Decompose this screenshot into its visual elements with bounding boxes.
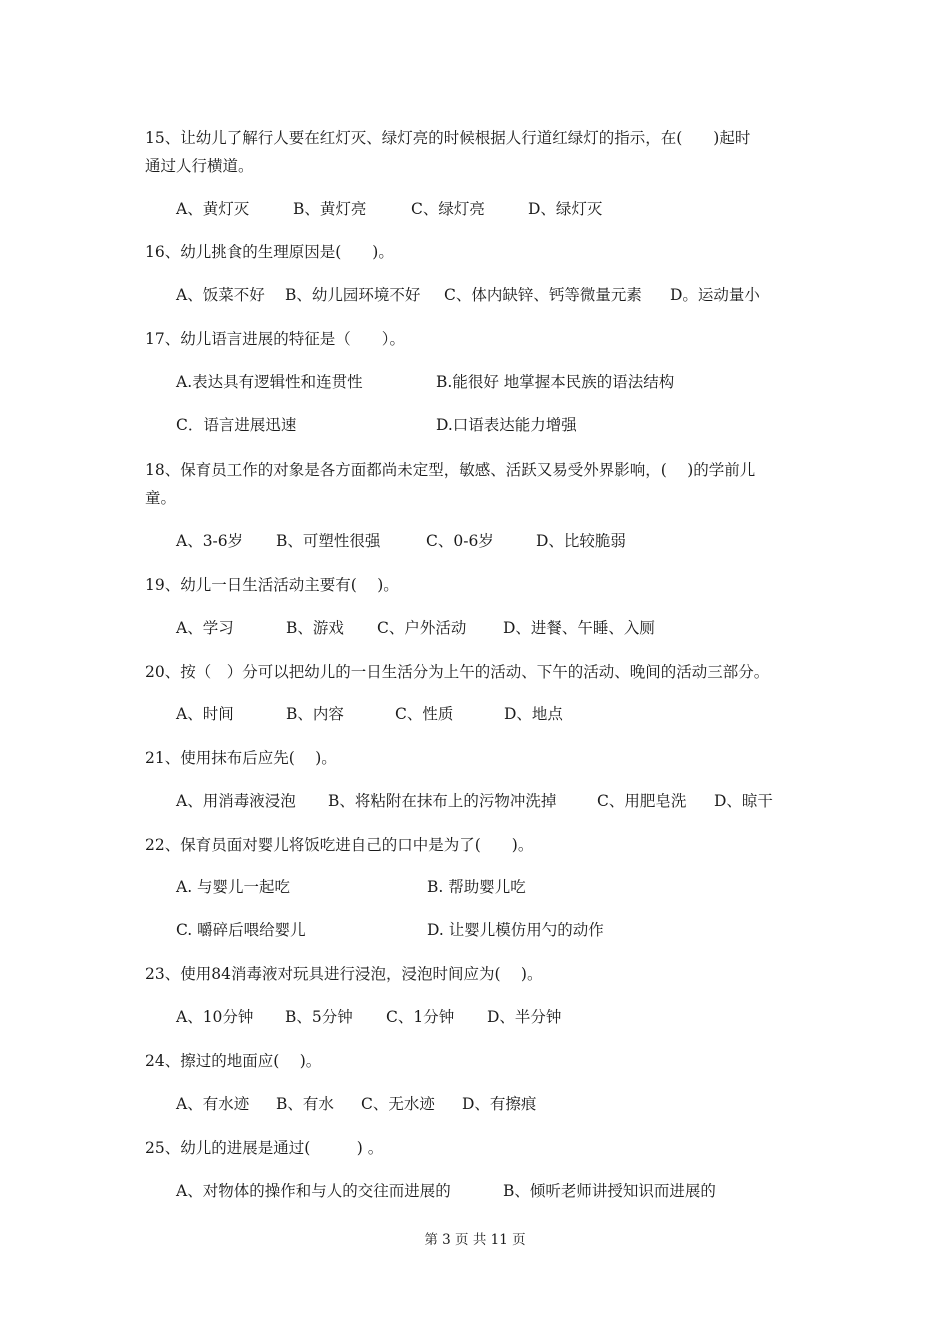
option-d: D、半分钟 (487, 1008, 562, 1026)
option-a: A、10分钟 (176, 1008, 254, 1026)
question-22-options-row1 (176, 875, 526, 899)
option-d: D、地点 (504, 705, 563, 723)
question-23-stem: 23、使用84消毒液对玩具进行浸泡，浸泡时间应为( )。 (145, 965, 543, 983)
option-a: A、3-6岁 (176, 532, 244, 550)
question-20-options (176, 702, 563, 726)
option-c: C、户外活动 (377, 619, 467, 637)
question-20 (145, 658, 815, 686)
option-a: A. 与婴儿一起吃 (176, 878, 291, 896)
option-a: A、学习 (176, 619, 234, 637)
option-c: C. 嚼碎后喂给婴儿 (176, 921, 306, 939)
option-a: A、黄灯灭 (176, 200, 250, 218)
question-23-options (176, 1005, 561, 1029)
option-d: D、有擦痕 (462, 1095, 537, 1113)
option-d: D. 让婴儿模仿用勺的动作 (427, 921, 604, 939)
question-18-stem-line1: 18、保育员工作的对象是各方面都尚未定型，敏感、活跃又易受外界影响，( )的学前儿 (145, 461, 756, 479)
option-c: C、性质 (395, 705, 454, 723)
option-b: B、可塑性很强 (276, 532, 381, 550)
question-16-stem: 16、幼儿挑食的生理原因是( )。 (145, 243, 394, 261)
question-22-options-row2 (176, 918, 604, 942)
question-25 (145, 1134, 815, 1162)
option-a: A、用消毒液浸泡 (176, 792, 296, 810)
option-b: B、游戏 (286, 619, 344, 637)
question-17-options-row2 (176, 413, 577, 437)
option-c: C、体内缺锌、钙等微量元素 (444, 286, 642, 304)
option-c: C、0-6岁 (426, 532, 494, 550)
option-d: D、比较脆弱 (536, 532, 626, 550)
option-b: B、黄灯亮 (293, 200, 367, 218)
question-18 (145, 456, 815, 512)
question-17-options-row1 (176, 370, 674, 394)
question-15-stem-line2: 通过人行横道。 (145, 157, 254, 175)
option-a: A、饭菜不好 (176, 286, 265, 304)
question-20-stem: 20、按（ ）分可以把幼儿的一日生活分为上午的活动、下午的活动、晚间的活动三部分。 (145, 663, 770, 681)
question-22-stem: 22、保育员面对婴儿将饭吃进自己的口中是为了( )。 (145, 836, 534, 854)
option-b: B、内容 (286, 705, 344, 723)
option-b: B、将粘附在抹布上的污物冲洗掉 (328, 792, 557, 810)
question-18-stem-line2: 童。 (145, 489, 177, 507)
question-22 (145, 831, 815, 859)
question-16-options (176, 283, 760, 307)
option-a: A、有水迹 (176, 1095, 250, 1113)
question-19-options (176, 616, 655, 640)
question-25-stem: 25、幼儿的进展是通过( ) 。 (145, 1139, 384, 1157)
question-18-options (176, 529, 626, 553)
question-19-stem: 19、幼儿一日生活活动主要有( )。 (145, 576, 399, 594)
option-a: A、时间 (176, 705, 234, 723)
option-b: B、倾听老师讲授知识而进展的 (503, 1182, 716, 1200)
option-c: C．语言进展迅速 (176, 416, 297, 434)
question-15-stem-line1: 15、让幼儿了解行人要在红灯灭、绿灯亮的时候根据人行道红绿灯的指示，在( )起时 (145, 129, 751, 147)
option-d: D、进餐、午睡、入厕 (503, 619, 655, 637)
question-19 (145, 571, 815, 599)
question-15-options (176, 197, 602, 221)
question-21-options (176, 789, 773, 813)
question-21 (145, 744, 815, 772)
option-a: A、对物体的操作和与人的交往而进展的 (176, 1182, 451, 1200)
option-b: B、幼儿园环境不好 (285, 286, 421, 304)
option-b: B、有水 (276, 1095, 334, 1113)
question-15 (145, 124, 815, 180)
option-a: A.表达具有逻辑性和连贯性 (176, 373, 363, 391)
question-24-options (176, 1092, 536, 1116)
option-c: C、1分钟 (386, 1008, 455, 1026)
option-c: C、无水迹 (361, 1095, 435, 1113)
question-21-stem: 21、使用抹布后应先( )。 (145, 749, 337, 767)
option-d: D、晾干 (714, 792, 773, 810)
question-25-options (176, 1179, 716, 1203)
option-d: D、绿灯灭 (528, 200, 603, 218)
question-16 (145, 238, 815, 266)
option-d: D.口语表达能力增强 (436, 416, 577, 434)
option-c: C、用肥皂洗 (597, 792, 687, 810)
option-c: C、绿灯亮 (411, 200, 485, 218)
question-17 (145, 325, 815, 353)
option-b: B、5分钟 (285, 1008, 353, 1026)
question-23 (145, 960, 815, 988)
option-d: D。运动量小 (670, 286, 760, 304)
question-24-stem: 24、擦过的地面应( )。 (145, 1052, 322, 1070)
page-footer: 第 3 页 共 11 页 (424, 1232, 526, 1248)
option-b: B.能很好 地掌握本民族的语法结构 (436, 373, 675, 391)
option-b: B. 帮助婴儿吃 (427, 878, 526, 896)
question-24 (145, 1047, 815, 1075)
question-17-stem: 17、幼儿语言进展的特征是（ ）。 (145, 330, 405, 348)
